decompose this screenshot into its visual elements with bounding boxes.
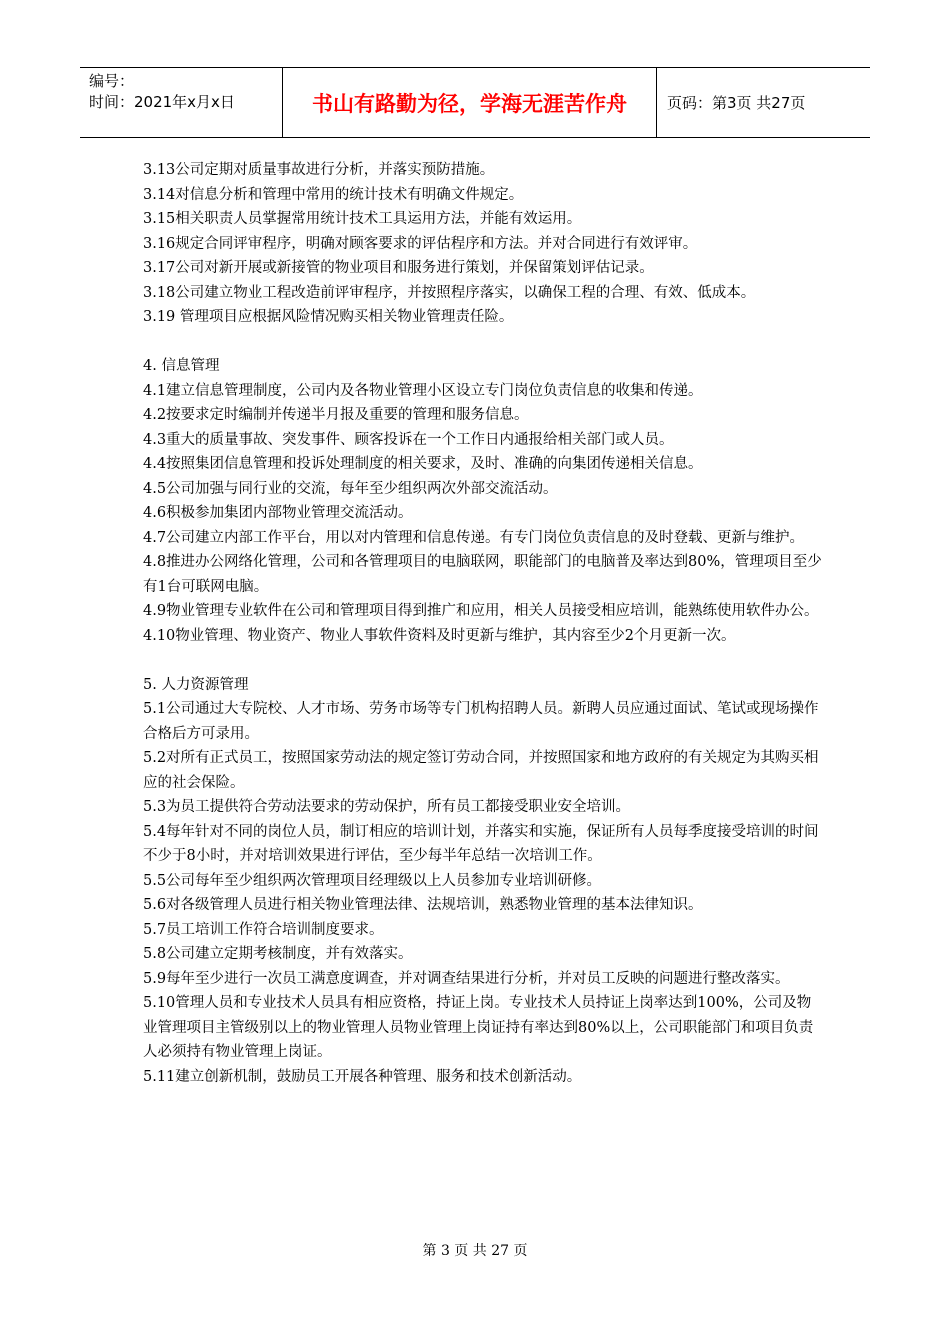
clause-paragraph: 5.10管理人员和专业技术人员具有相应资格，持证上岗。专业技术人员持证上岗率达到100%，公司及物业管理项目主管级别以上的物业管理人员物业管理上岗证持有率达到80%以上，公司职能部门和项目负责人必须持有物业管理上岗证。 [143,995,814,1060]
clause-paragraph: 3.18公司建立物业工程改造前评审程序，并按照程序落实，以确保工程的合理、有效、低成本。 [143,284,756,301]
clause-paragraph: 4.2按要求定时编制并传递半月报及重要的管理和服务信息。 [143,407,529,423]
clause-paragraph: 5.11建立创新机制，鼓励员工开展各种管理、服务和技术创新活动。 [143,1068,582,1085]
clause-paragraph: 5.6对各级管理人员进行相关物业管理法律、法规培训，熟悉物业管理的基本法律知识。 [143,897,703,913]
section-spacer [143,330,823,355]
clause-paragraph: 4.8推进办公网络化管理，公司和各管理项目的电脑联网，职能部门的电脑普及率达到80%，管理项目至少有1台可联网电脑。 [143,554,822,595]
clause-paragraph: 4.3重大的质量事故、突发事件、顾客投诉在一个工作日内通报给相关部门或人员。 [143,431,674,448]
section-heading: 4. 信息管理 [143,358,220,374]
section-heading: 5. 人力资源管理 [143,676,249,693]
page-header [80,67,870,138]
clause-paragraph: 5.5公司每年至少组织两次管理项目经理级以上人员参加专业培训研修。 [143,872,602,889]
clause-paragraph: 5.7员工培训工作符合培训制度要求。 [143,921,384,938]
clause-paragraph: 4.6积极参加集团内部物业管理交流活动。 [143,505,413,521]
clause-paragraph: 4.10物业管理、物业资产、物业人事软件资料及时更新与维护，其内容至少2个月更新一次。 [143,627,736,644]
section-spacer [143,648,823,673]
clause-paragraph: 5.2对所有正式员工，按照国家劳动法的规定签订劳动合同，并按照国家和地方政府的有关规定为其购买相应的社会保险。 [143,750,819,791]
header-page-info: 页码：第3页 共27页 [667,94,806,112]
clause-paragraph: 5.1公司通过大专院校、人才市场、劳务市场等专门机构招聘人员。新聘人员应通过面试、笔试或现场操作合格后方可录用。 [143,701,819,742]
page-footer: 第 3 页 共 27 页 [422,1243,528,1259]
header-meta [80,68,283,137]
clause-paragraph: 3.14对信息分析和管理中常用的统计技术有明确文件规定。 [143,186,524,203]
document-time-label: 时间：2021年x月x日 [89,93,235,111]
clause-paragraph: 3.13公司定期对质量事故进行分析，并落实预防措施。 [143,162,495,178]
clause-paragraph: 3.15相关职责人员掌握常用统计技术工具运用方法，并能有效运用。 [143,211,582,227]
clause-paragraph: 4.7公司建立内部工作平台，用以对内管理和信息传递。有专门岗位负责信息的及时登载、更新与维护。 [143,529,805,546]
clause-paragraph: 4.9物业管理专业软件在公司和管理项目得到推广和应用，相关人员接受相应培训，能熟练使用软件办公。 [143,603,819,619]
clause-paragraph: 5.4每年针对不同的岗位人员，制订相应的培训计划，并落实和实施，保证所有人员每季度接受培训的时间不少于8小时，并对培训效果进行评估，至少每半年总结一次培训工作。 [143,823,819,864]
document-body [143,158,823,1089]
clause-paragraph: 3.19 管理项目应根据风险情况购买相关物业管理责任险。 [143,309,514,325]
header-motto: 书山有路勤为径，学海无涯苦作舟 [283,68,657,137]
clause-paragraph: 3.16规定合同评审程序，明确对顾客要求的评估程序和方法。并对合同进行有效评审。 [143,235,698,252]
clause-paragraph: 3.17公司对新开展或新接管的物业项目和服务进行策划，并保留策划评估记录。 [143,260,654,276]
clause-paragraph: 4.1建立信息管理制度，公司内及各物业管理小区设立专门岗位负责信息的收集和传递。 [143,382,703,399]
clause-paragraph: 5.3为员工提供符合劳动法要求的劳动保护，所有员工都接受职业安全培训。 [143,799,631,815]
clause-paragraph: 5.8公司建立定期考核制度，并有效落实。 [143,946,413,962]
document-number-label: 编号： [89,72,135,90]
clause-paragraph: 4.4按照集团信息管理和投诉处理制度的相关要求，及时、准确的向集团传递相关信息。 [143,456,703,472]
clause-paragraph: 5.9每年至少进行一次员工满意度调查，并对调查结果进行分析，并对员工反映的问题进行整改落实。 [143,970,790,987]
clause-paragraph: 4.5公司加强与同行业的交流，每年至少组织两次外部交流活动。 [143,480,558,497]
